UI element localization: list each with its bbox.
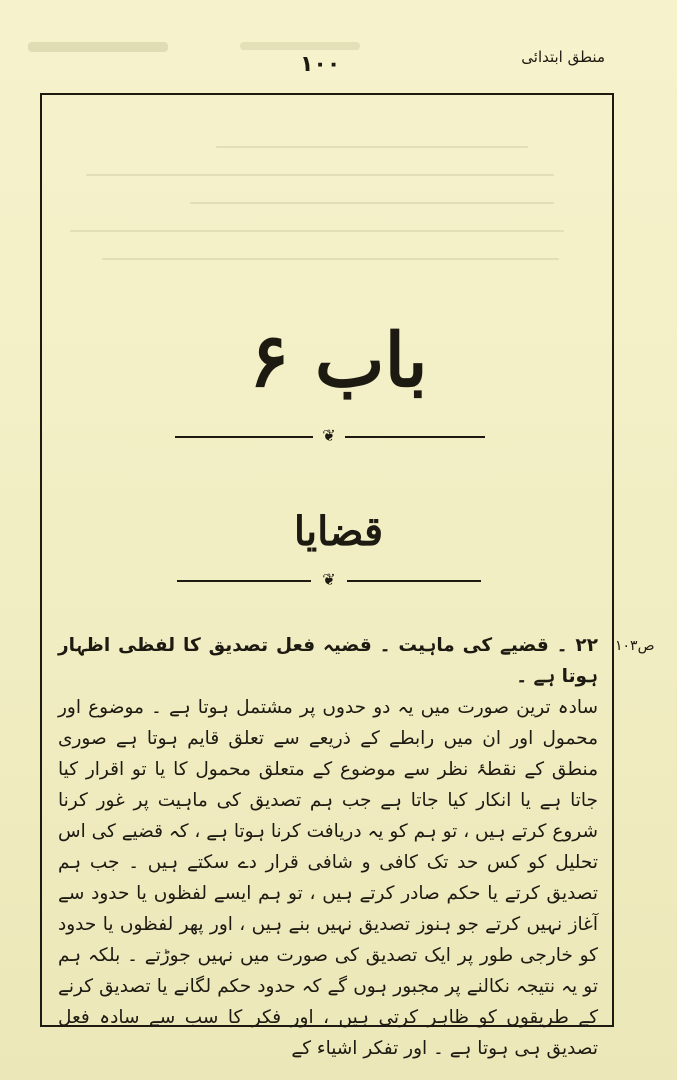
bleed-through-mark	[240, 42, 360, 50]
paragraph: سادہ ترین صورت میں یہ دو حدوں پر مشتمل ہوتا ہے ۔ موضوع اور محمول اور ان میں رابطے کے ذریعے سے تعلق قایم ہوتا ہے صوری منطق کے نقطۂ نظر سے موضوع کے متعلق محمول کا یا تو اقرار کیا جاتا ہے یا انکار کیا جاتا ہے جب ہم تصدیق کی ماہیت پر غور کرنا شروع کرتے ہیں ، تو ہم کو یہ دریافت کرنا ہوتا ہے ، کہ قضیے کی اس تحلیل کو کس حد تک کافی و شافی قرار دے سکتے ہیں ۔ جب ہم تصدیق کرتے یا حکم صادر کرتے ہیں ، تو ہم ایسے لفظوں یا حدود سے آغاز نہیں کرتے جو ہنوز تصدیق نہیں بنے ہیں ، اور پھر لفظوں یا حدود کو خارجی طور پر ایک تصدیق کی صورت میں نہیں جوڑتے ۔ بلکہ ہم تو یہ نتیجہ نکالنے پر مجبور ہوں گے کہ حدود حکم لگانے یا تصدیق کرنے کے طریقوں کو ظاہر کرتی ہیں ، اور فکر کا سب سے سادہ فعل تصدیق ہی ہوتا ہے ۔ اور تفکر اشیاء کے	[58, 697, 598, 1059]
chapter-subtitle: قضایا	[293, 508, 384, 555]
section-heading: ۲۲ ۔ قضیے کی ماہیت ۔ قضیہ فعل تصدیق کا لفظی اظہار ہوتا ہے ۔	[58, 635, 598, 687]
divider-line	[347, 580, 481, 582]
margin-reference: ص۱۰۳	[615, 638, 655, 654]
body-text	[58, 630, 598, 1064]
chapter-heading: باب ۶	[249, 318, 428, 404]
ornament-icon: ❦	[322, 426, 336, 445]
ornament-icon: ❦	[322, 570, 336, 589]
divider-line	[345, 436, 485, 438]
bleed-through-mark	[28, 42, 168, 52]
page-number: ۱۰۰	[300, 52, 341, 77]
divider-line	[175, 436, 313, 438]
running-header-title: منطق ابتدائی	[521, 48, 605, 66]
divider-line	[177, 580, 311, 582]
